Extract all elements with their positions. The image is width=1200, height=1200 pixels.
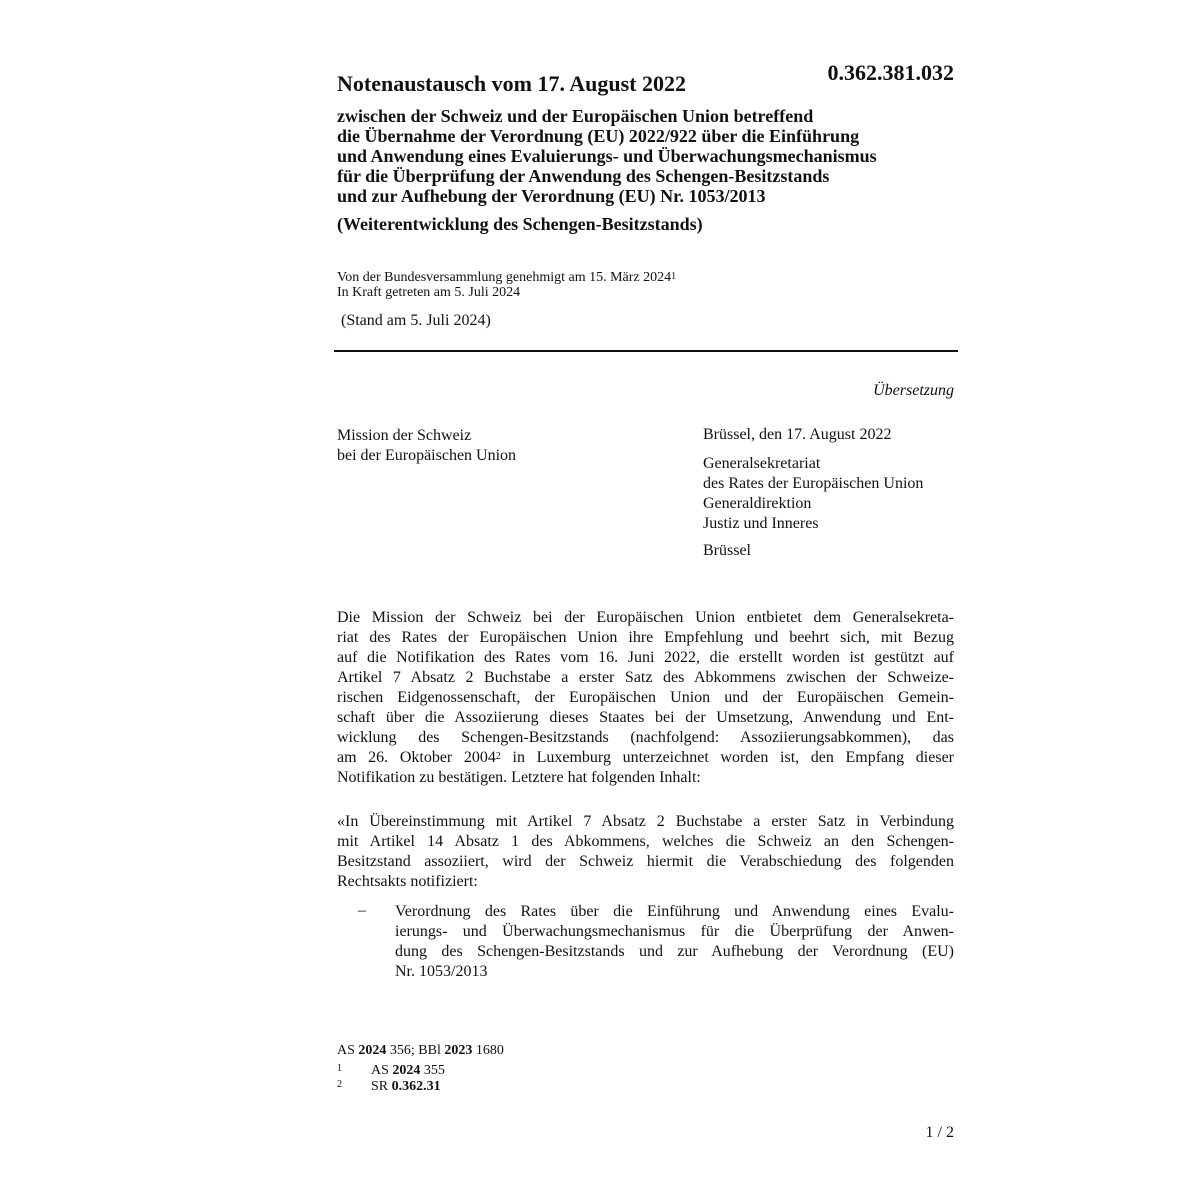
- list-bullet: –: [358, 902, 366, 919]
- place-date: Brüssel, den 17. August 2022: [703, 426, 892, 443]
- paragraph-line: rischen Eidgenossenschaft, der Europäischen Union und der Europäischen Gemein-: [337, 689, 954, 706]
- subtitle-line: und zur Aufhebung der Verordnung (EU) Nr. 1053/2013: [337, 186, 766, 206]
- paragraph-line: riat des Rates der Europäischen Union ihre Empfehlung und beehrt sich, mit Bezug: [337, 629, 954, 646]
- page-number: 1 / 2: [925, 1124, 954, 1141]
- footnote-sr-number: 0.362.31: [391, 1079, 441, 1094]
- footnote-text: [371, 1079, 441, 1095]
- source-year: 2024: [358, 1043, 387, 1058]
- paragraph-line: Die Mission der Schweiz bei der Europäischen Union entbietet dem Generalsekreta-: [337, 609, 954, 626]
- paragraph-line: [337, 748, 954, 768]
- list-line: ierungs- und Überwachungsmechanismus für die Überprüfung der Anwen-: [395, 923, 954, 940]
- translation-note: Übersetzung: [873, 382, 954, 399]
- footnote-ref: 1: [671, 271, 677, 282]
- recipient-address: [703, 454, 923, 534]
- body-paragraph: [337, 812, 954, 892]
- paragraph-line: wicklung des Schengen-Besitzstands (nachfolgend: Assoziierungsabkommen), das: [337, 729, 954, 746]
- recipient-line: des Rates der Europäischen Union: [703, 475, 924, 492]
- footnote-number: 2: [337, 1079, 342, 1090]
- line-text: in Luxemburg unterzeichnet worden ist, den Empfang dieser: [500, 749, 955, 766]
- footnote-text: [371, 1063, 445, 1079]
- document-subtitle: [337, 106, 877, 206]
- body-paragraph: [337, 608, 954, 788]
- footnote-prefix: SR: [371, 1079, 392, 1094]
- footnote-year: 2024: [392, 1063, 421, 1078]
- subtitle-line: und Anwendung eines Evaluierungs- und Überwachungsmechanismus: [337, 146, 877, 166]
- paragraph-line: Notifikation zu bestätigen. Letztere hat folgenden Inhalt:: [337, 769, 701, 786]
- list-line: Verordnung des Rates über die Einführung und Anwendung eines Evalu-: [395, 903, 954, 920]
- paragraph-line: Besitzstand assoziiert, wird der Schweiz hiermit die Verabschiedung des folgenden: [337, 853, 954, 870]
- recipient-line: Justiz und Inneres: [703, 515, 819, 532]
- line-text: am 26. Oktober 2004: [337, 749, 496, 766]
- subtitle-line: zwischen der Schweiz und der Europäischen Union betreffend: [337, 106, 814, 126]
- subtitle-line: die Übernahme der Verordnung (EU) 2022/922 über die Einführung: [337, 126, 860, 146]
- sr-number: 0.362.381.032: [827, 60, 954, 85]
- source-year: 2023: [444, 1043, 473, 1058]
- approval-note: Von der Bundesversammlung genehmigt am 15. März 2024: [337, 270, 672, 285]
- recipient-city: Brüssel: [703, 542, 751, 559]
- recipient-line: Generalsekretariat: [703, 455, 821, 472]
- source-text: AS: [337, 1043, 359, 1058]
- sender-address: [337, 426, 516, 466]
- document-title: Notenaustausch vom 17. August 2022: [337, 71, 686, 96]
- document-subtitle-note: (Weiterentwicklung des Schengen-Besitzstands): [337, 214, 703, 234]
- footnote-number: 1: [337, 1063, 342, 1074]
- subtitle-line: für die Überprüfung der Anwendung des Schengen-Besitzstands: [337, 166, 830, 186]
- source-text: 1680: [472, 1043, 504, 1058]
- paragraph-line: schaft über die Assoziierung dieses Staates bei der Umsetzung, Anwendung und Ent-: [337, 709, 954, 726]
- footnote-ref: 2: [495, 751, 501, 762]
- paragraph-line: Rechtsakts notifiziert:: [337, 873, 478, 890]
- list-item: [395, 902, 954, 982]
- sender-line: bei der Europäischen Union: [337, 447, 517, 464]
- footnote-prefix: AS: [371, 1063, 393, 1078]
- header-divider: [334, 350, 958, 352]
- list-line: dung des Schengen-Besitzstands und zur Aufhebung der Verordnung (EU): [395, 943, 954, 960]
- source-reference: [337, 1043, 504, 1059]
- footnote-suffix: 355: [420, 1063, 445, 1078]
- recipient-line: Generaldirektion: [703, 495, 812, 512]
- in-force-note: In Kraft getreten am 5. Juli 2024: [337, 285, 521, 300]
- status-date: (Stand am 5. Juli 2024): [341, 312, 491, 329]
- sender-line: Mission der Schweiz: [337, 427, 472, 444]
- paragraph-line: «In Übereinstimmung mit Artikel 7 Absatz 2 Buchstabe a erster Satz in Verbindung: [337, 813, 954, 830]
- paragraph-line: auf die Notifikation des Rates vom 16. Juni 2022, die erstellt worden ist gestützt auf: [337, 649, 954, 666]
- paragraph-line: mit Artikel 14 Absatz 1 des Abkommens, welches die Schweiz an den Schengen-: [337, 833, 954, 850]
- source-text: 356; BBl: [386, 1043, 445, 1058]
- paragraph-line: Artikel 7 Absatz 2 Buchstabe a erster Satz des Abkommens zwischen der Schweize-: [337, 669, 954, 686]
- list-line: Nr. 1053/2013: [395, 963, 488, 980]
- enactment-meta: [337, 270, 676, 300]
